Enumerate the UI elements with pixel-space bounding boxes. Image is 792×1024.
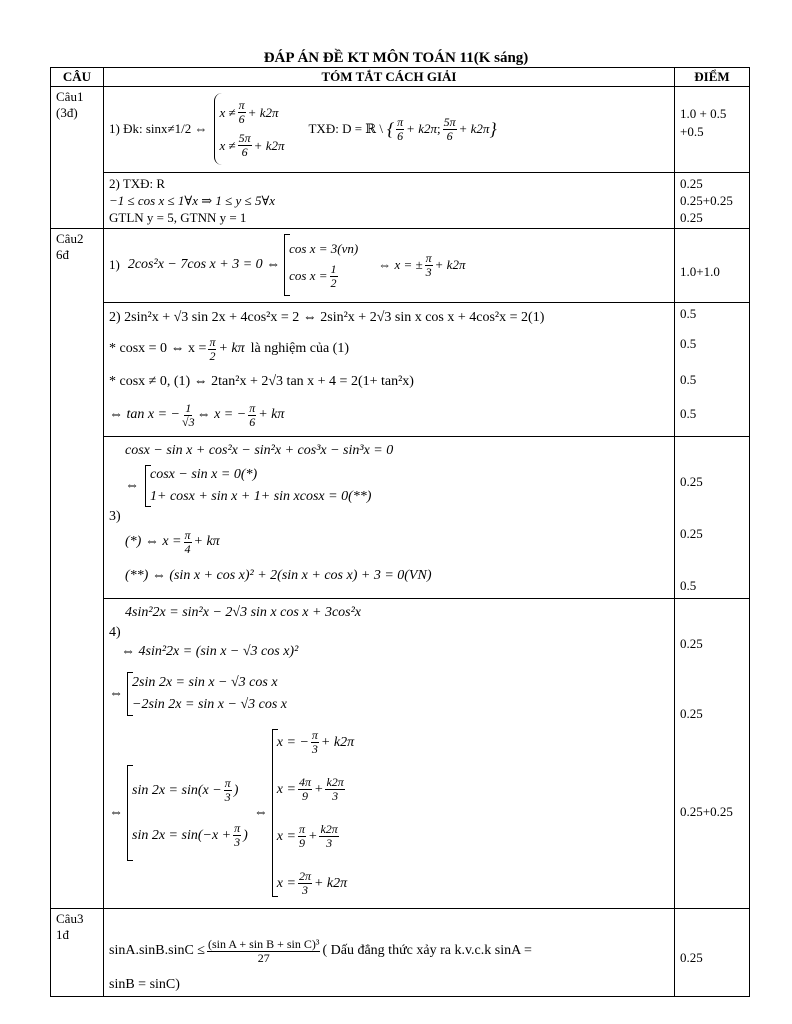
score: 0.25 [680, 636, 703, 651]
question-points: 1đ [56, 927, 69, 942]
points-cell [675, 437, 750, 599]
points-cell [675, 909, 750, 997]
sol-text: + kπ [218, 341, 245, 356]
score: 0.25 [680, 950, 703, 965]
solution-cell [104, 599, 675, 909]
bracket-system [284, 234, 358, 296]
sol-text: sin 2x = sin(−x + [132, 827, 232, 843]
question-label: Câu1 [56, 89, 84, 104]
frac-den: 6 [397, 128, 404, 143]
frac-den: 3 [224, 790, 231, 804]
frac-num: k2π [320, 822, 338, 836]
col-header-points: ĐIỂM [675, 68, 750, 87]
sol-text: x = − [276, 734, 309, 750]
points-cell [675, 303, 750, 437]
score: 0.5 [680, 336, 697, 351]
sol-text: sinB = sinC) [109, 977, 180, 992]
col-header-cau: CÂU [51, 68, 104, 87]
sol-text: + k2π [320, 734, 355, 750]
sol-text: 3) [109, 509, 121, 524]
solution-cell [104, 303, 675, 437]
frac-num: π [234, 821, 241, 835]
points-cell [675, 229, 750, 303]
sol-text: ⇔ [109, 805, 123, 820]
sol-text: x ≠ [219, 104, 236, 120]
sol-text: ) [243, 827, 248, 843]
solution-cell [104, 229, 675, 303]
sol-text: ⇔ x = ± [378, 257, 423, 272]
frac-num: π [249, 400, 256, 415]
sol-text: 2) TXĐ: R [109, 176, 166, 191]
frac-den: 9 [298, 836, 305, 850]
frac-num: π [298, 822, 305, 836]
score: 1.0+1.0 [680, 264, 720, 279]
question-label: Câu2 [56, 231, 84, 246]
frac-den: 9 [301, 789, 308, 803]
answer-table [50, 67, 750, 997]
sol-text: x = [276, 781, 296, 797]
sol-text: + [307, 828, 318, 844]
score: 0.5 [680, 406, 697, 421]
question-points: 6đ [56, 247, 69, 262]
solution-cell: 1) Đk: sinx≠1/2 ⇔ x ≠ $\frac{\pi}{6}$ + k2π x ≠ $\frac{5\pi}{6}$ + k2π TXĐ: D = ℝ \ { $\frac{\pi}{6}$ + k2π ; $\frac{5\pi}{6}$ + k2π } [104, 87, 675, 173]
frac-num: π [397, 114, 404, 129]
table-row [51, 909, 750, 997]
sol-text: 1+ cosx + sin x + 1+ sin xcosx = 0(**) [150, 489, 372, 504]
frac-num: 4π [298, 775, 311, 789]
frac-num: k2π [326, 775, 344, 789]
sol-text: 2) 2sin²x + √3 sin 2x + 4cos²x = 2 ⇔ 2sin²x + 2√3 sin x cos x + 4cos²x = 2(1) [109, 310, 545, 325]
points-cell [675, 87, 750, 173]
points-cell [675, 173, 750, 229]
frac-num: π [209, 334, 216, 349]
table-row [51, 437, 750, 599]
sol-text: GTLN y = 5, GTNN y = 1 [109, 210, 247, 225]
sol-text: ⇔ [253, 805, 268, 820]
sol-text: là nghiệm của (1) [250, 341, 350, 356]
sol-text: + k2π [247, 104, 279, 120]
frac-den: 27 [257, 950, 270, 965]
sol-text: 4sin²2x = sin²x − 2√3 sin x cos x + 3cos²x [125, 605, 362, 620]
frac-den: 6 [238, 112, 245, 126]
frac-num: π [224, 776, 231, 790]
sol-text: x = [276, 828, 296, 844]
frac-den: 6 [249, 414, 256, 429]
sol-text: x ≠ [219, 137, 236, 153]
frac-den: 3 [301, 883, 308, 897]
table-row [51, 87, 750, 173]
sol-text: ( Dấu đẳng thức xảy ra k.v.c.k sinA = [322, 943, 532, 958]
sol-text: cos x = [289, 268, 328, 283]
bracket-system [272, 729, 354, 897]
frac-den: 6 [241, 145, 248, 159]
frac-den: 3 [311, 742, 318, 756]
sol-text: −2sin 2x = sin x − √3 cos x [132, 697, 288, 712]
sol-text: ⇔ 4sin²2x = (sin x − √3 cos x)² [121, 644, 299, 659]
score: 0.25 [680, 474, 703, 489]
frac-den: 2 [209, 348, 216, 363]
table-row [51, 229, 750, 303]
question-cell [51, 87, 104, 229]
sol-text: * cosx ≠ 0, (1) ⇔ 2tan²x + 2√3 tan x + 4 = 2(1+ tan²x) [109, 374, 414, 389]
solution-cell [104, 173, 675, 229]
sol-text: cosx − sin x = 0(*) [150, 467, 258, 482]
bracket-system [145, 465, 371, 507]
sol-text: 4) [109, 625, 121, 640]
score: 0.25 [680, 210, 703, 225]
frac-den: 6 [446, 128, 453, 143]
frac-num: (sin A + sin B + sin C)³ [207, 936, 320, 951]
sol-text: + kπ [258, 407, 285, 422]
frac-den: 3 [234, 835, 241, 849]
brace-system [214, 93, 285, 165]
sol-text: + k2π [253, 137, 285, 153]
frac-num: 5π [238, 131, 251, 145]
frac-num: 1 [330, 261, 337, 276]
frac-num: 1 [185, 400, 192, 415]
frac-den: 3 [425, 264, 432, 279]
sol-text: ; [436, 121, 441, 136]
sol-text: + k2π [434, 257, 466, 272]
sol-text: (*) ⇔ x = [125, 534, 182, 549]
table-row [51, 173, 750, 229]
question-cell [51, 229, 104, 909]
bracket-system [127, 672, 287, 716]
score: 0.25 [680, 706, 703, 721]
question-label: Câu3 [56, 911, 84, 926]
sol-text: + kπ [193, 534, 220, 549]
sol-text: + k2π [458, 121, 490, 136]
sol-text: ⇔ [125, 478, 139, 493]
table-header-row [51, 68, 750, 87]
frac-den: 4 [184, 541, 191, 556]
score: +0.5 [680, 124, 704, 139]
score: 0.25+0.25 [680, 193, 733, 208]
score: 0.5 [680, 372, 697, 387]
solution-cell [104, 437, 675, 599]
sol-text: ⇔ [109, 686, 123, 701]
frac-num: π [425, 250, 432, 265]
col-header-solution: TÓM TẮT CÁCH GIẢI [104, 68, 675, 87]
sol-text: ⇔ tan x = − [109, 407, 180, 422]
frac-num: π [238, 98, 245, 112]
frac-den: 3 [332, 789, 339, 803]
sol-text: 1) [109, 257, 120, 272]
table-row [51, 303, 750, 437]
sol-text: −1 ≤ cos x ≤ 1∀x ⇒ 1 ≤ y ≤ 5∀x [109, 193, 276, 208]
frac-den: 2 [330, 275, 337, 290]
frac-num: 2π [298, 869, 311, 883]
page-title: ĐÁP ÁN ĐỀ KT MÔN TOÁN 11(K sáng) [263, 50, 529, 66]
sol-text: cos x = 3(vn) [289, 240, 359, 256]
sol-text: + [313, 781, 324, 797]
question-points: (3đ) [56, 105, 78, 120]
sol-text: ⇔ x = − [196, 407, 247, 422]
sol-text: sin 2x = sin(x − [132, 782, 222, 798]
solution-cell [104, 909, 675, 997]
sol-text: cosx − sin x + cos²x − sin²x + cos³x − sin³x = 0 [125, 443, 394, 458]
sol-text: 2cos²x − 7cos x + 3 = 0 ⇔ [127, 257, 281, 272]
sol-text: + k2π [313, 875, 348, 891]
score: 1.0 + 0.5 [680, 106, 727, 121]
sol-text: * cosx = 0 ⇔ x = [109, 341, 207, 356]
sol-text: ) [233, 782, 239, 798]
frac-num: 5π [443, 114, 456, 129]
frac-den: √3 [182, 414, 195, 429]
question-cell [51, 909, 104, 997]
table-row [51, 599, 750, 909]
bracket-system [127, 765, 248, 861]
sol-text: TXĐ: D = ℝ \ [308, 121, 383, 136]
score: 0.5 [680, 578, 697, 593]
frac-num: π [184, 527, 191, 542]
points-cell [675, 599, 750, 909]
frac-den: 3 [326, 836, 333, 850]
sol-text: 1) Đk: sinx≠1/2 ⇔ [109, 121, 208, 136]
sol-text: x = [276, 875, 296, 891]
sol-text: (**) ⇔ (sin x + cos x)² + 2(sin x + cos x) + 3 = 0(VN) [125, 568, 432, 583]
sol-text: 2sin 2x = sin x − √3 cos x [132, 675, 278, 690]
sol-text: sinA.sinB.sinC ≤ [109, 943, 205, 958]
score: 0.25 [680, 176, 703, 191]
score: 0.25+0.25 [680, 804, 733, 819]
score: 0.5 [680, 306, 697, 321]
score: 0.25 [680, 526, 703, 541]
frac-num: π [311, 728, 318, 742]
